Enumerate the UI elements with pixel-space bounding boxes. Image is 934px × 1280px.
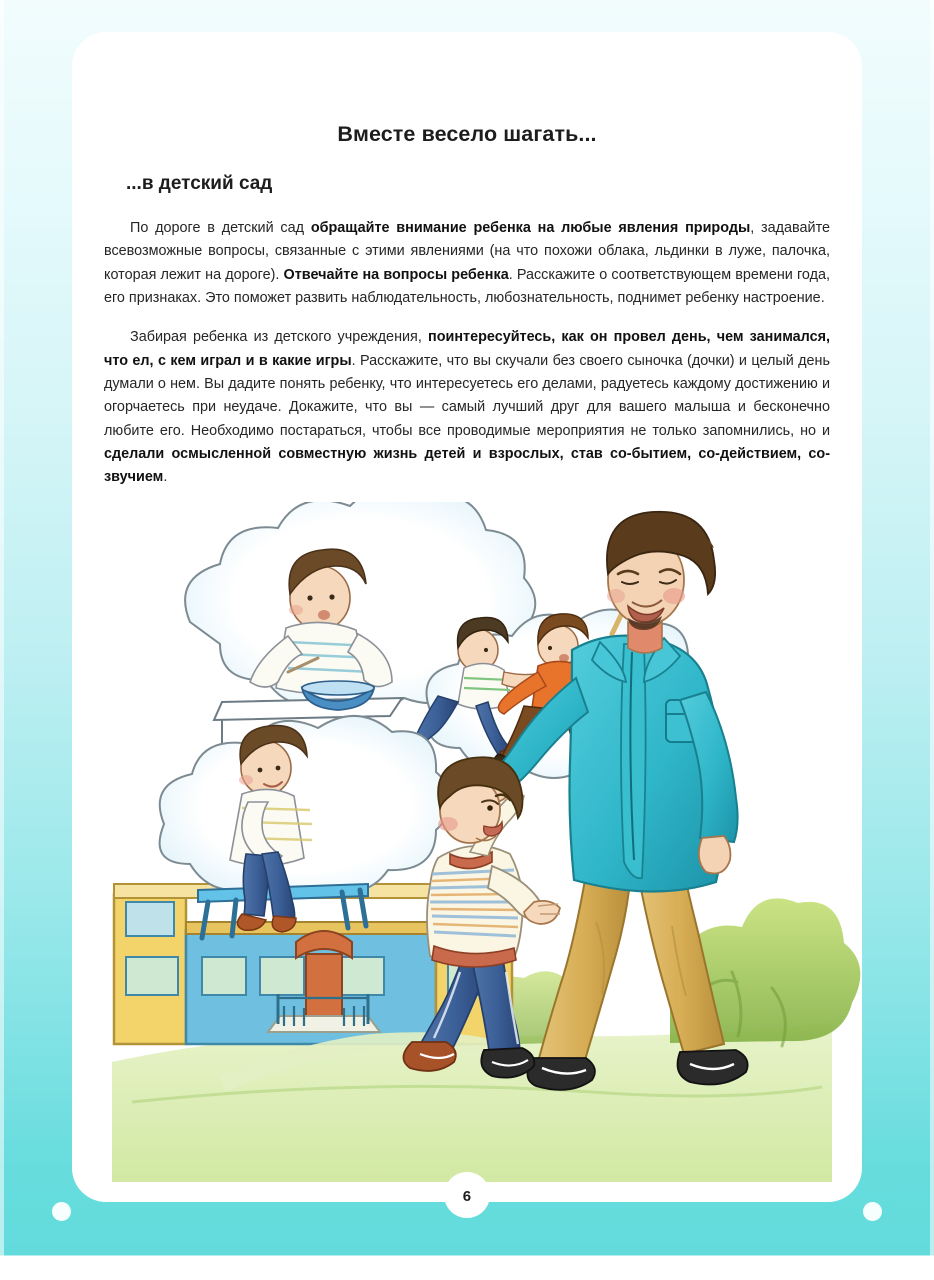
text-run: . Расскажите о соответствующем времени года, его признаках. Это поможет развить наблюдательность, любознательность, поднимет ребенку настроение.	[104, 266, 830, 306]
text-run: .	[163, 469, 168, 486]
text-run: . Расскажите, что вы скучали без своего сыночка (дочки) и целый день думали о нем. Вы дадите понять ребенку, что интересуетесь его делами, радуетесь каждому достижению и огорчаетесь при неудаче. Докажите, что вы — самый лучший друг для вашего малыша и бесконечно любите его. Необходимо постараться, чтобы все проводимые мероприятия не только запомнились, но и	[104, 352, 831, 439]
emphasis-run: поинтересуйтесь, как он провел день, чем занимался, что ел, с кем играл и в какие игры	[104, 329, 831, 369]
page-title: Вместе весело шагать...	[337, 122, 597, 146]
content-column	[72, 32, 862, 490]
text-run: , задавайте всевозможные вопросы, связанные с этими явлениями (на что похожи облака, льдинки в луже, палочка, которая лежит на дороге).	[104, 220, 830, 283]
decorative-dot-right	[863, 1202, 882, 1221]
text-run: По дороге в детский сад	[130, 220, 311, 236]
paragraph-1	[104, 195, 830, 310]
decorative-dot-left	[52, 1202, 71, 1221]
emphasis-run: Отвечайте на вопросы ребенка	[283, 266, 509, 283]
thought-bubble-bench	[160, 716, 452, 938]
text-run: Забирая ребенка из детского учреждения,	[130, 329, 429, 346]
page-subtitle: ...в детский сад	[126, 173, 273, 194]
content-card	[72, 32, 862, 1205]
paragraph-2	[104, 310, 830, 489]
page-number-badge	[444, 1172, 490, 1218]
emphasis-run: обращайте внимание ребенка на любые явления природы	[310, 220, 751, 236]
illustration	[72, 502, 862, 1205]
page-number: 6	[462, 1187, 472, 1205]
emphasis-run: сделали осмысленной совместную жизнь детей и взрослых, став со-бытием, со-действием, со-звучием	[104, 445, 830, 486]
illustration-svg	[72, 502, 862, 1205]
